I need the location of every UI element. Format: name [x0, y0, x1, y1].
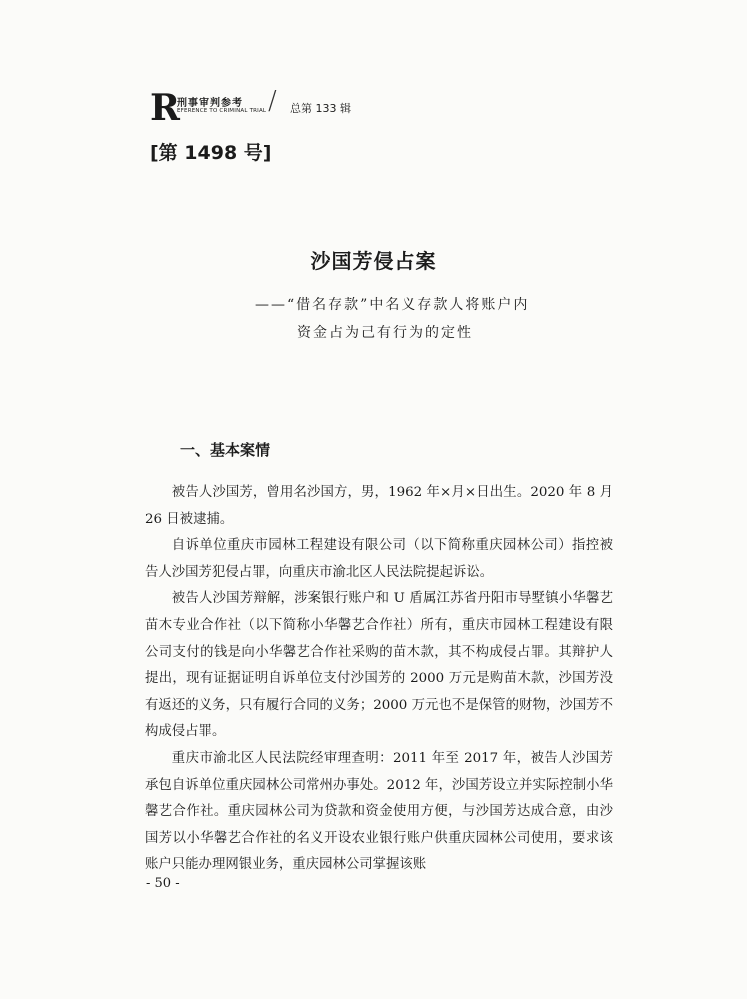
body-text [145, 480, 613, 879]
paragraph: 被告人沙国芳辩解，涉案银行账户和 U 盾属江苏省丹阳市导墅镇小华馨艺苗木专业合作社（以下简称小华馨艺合作社）所有，重庆市园林工程建设有限公司支付的钱是向小华馨艺合作社采购的苗木款，其不构成侵占罪。其辩护人提出，现有证据证明自诉单位支付沙国芳的 2000 万元是购苗木款，沙国芳没有返还的义务，只有履行合同的义务；2000 万元也不是保管的财物，沙国芳不构成侵占罪。 [145, 591, 613, 740]
page-number: - 50 - [146, 876, 180, 891]
logo-english-title: EFERENCE TO CRIMINAL TRIAL [177, 108, 267, 114]
issue-number: 总第 133 辑 [290, 102, 351, 115]
section-heading: 一、基本案情 [180, 441, 271, 459]
paragraph: 自诉单位重庆市园林工程建设有限公司（以下简称重庆园林公司）指控被告人沙国芳犯侵占罪，向重庆市渝北区人民法院提起诉讼。 [145, 538, 613, 580]
case-title: 沙国芳侵占案 [310, 249, 437, 273]
journal-logo [150, 86, 390, 129]
logo-letter: R [150, 87, 180, 129]
subtitle-line-1: ——“借名存款”中名义存款人将账户内 [255, 297, 530, 313]
logo-chinese-title: 刑事审判参考 [177, 98, 243, 109]
paragraph: 重庆市渝北区人民法院经审理查明：2011 年至 2017 年，被告人沙国芳承包自诉单位重庆园林公司常州办事处。2012 年，沙国芳设立并实际控制小华馨艺合作社。重庆园林公司为贷款和资金使用方便，与沙国芳达成合意，由沙国芳以小华馨艺合作社的名义开设农业银行账户供重庆园林公司使用，要求该账户只能办理网银业务，重庆园林公司掌握该账 [145, 750, 613, 873]
paragraph: 被告人沙国芳，曾用名沙国方，男，1962 年×月×日出生。2020 年 8 月 26 日被逮捕。 [145, 485, 613, 527]
logo-divider: / [268, 86, 277, 116]
case-number: [第 1498 号] [150, 142, 272, 164]
subtitle-line-2: 资金占为己有行为的定性 [297, 325, 473, 341]
